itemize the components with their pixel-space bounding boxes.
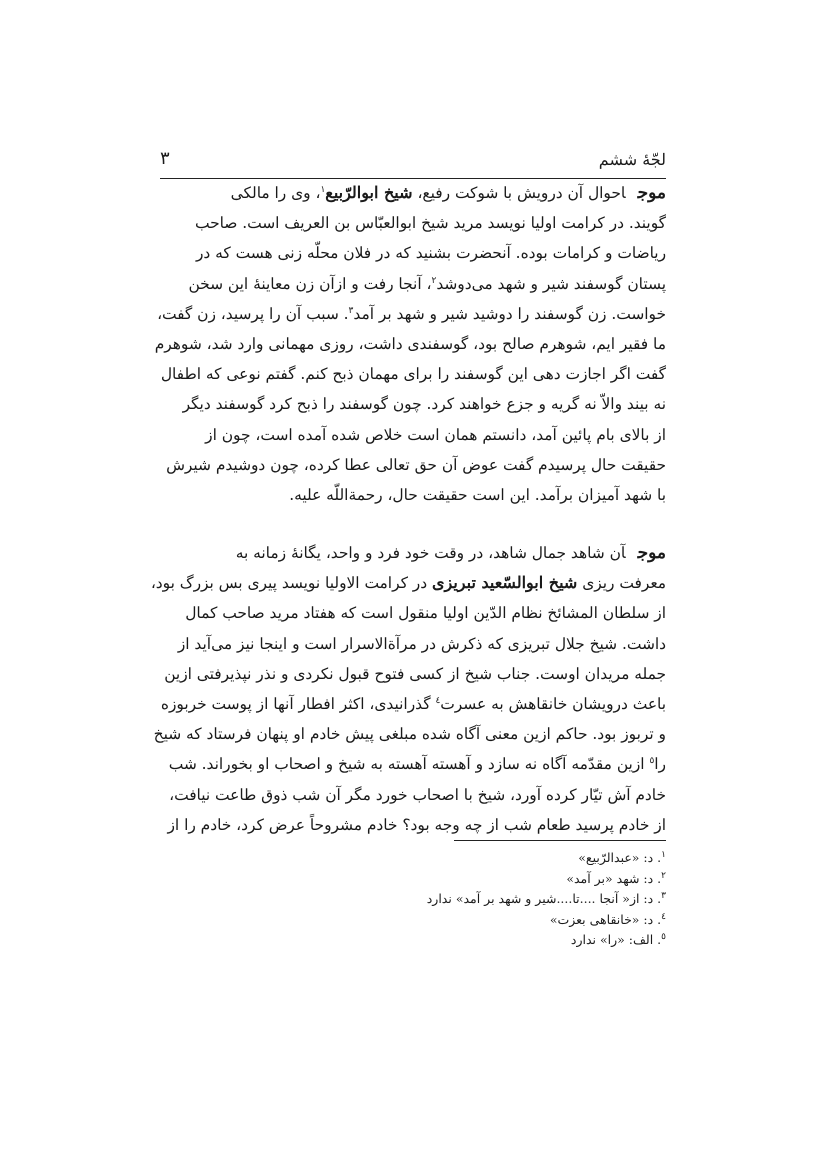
text-line: ریاضات و کرامات بوده. آنحضرت بشنید که در فلان محلّه زنی هست که در (195, 244, 666, 263)
section-marker: موج (637, 183, 666, 203)
footnotes (160, 848, 666, 951)
text-line: نه بیند والاّ نه گریه و جزع خواهند کرد. چون گوسفند را ذبح کرد گوسفند دیگر (182, 395, 666, 414)
paragraph-abu-saeed (150, 538, 666, 840)
text-line: گفت اگر اجازت دهی این گوسفند را برای مهمان ذبح کنم. گفتم نوعی که اطفال (160, 365, 666, 384)
saint-name: شیخ ابوالرّبیع (325, 183, 413, 202)
chapter-title: لجّهٔ ششم (598, 150, 666, 169)
text-line: داشت. شیخ جلال تبریزی که ذکرش در مرآةالاسرار است و اینجا نیز می‌آید از (177, 634, 666, 653)
text-line: پستان گوسفند شیر و شهد می‌دوشد$^٢$، آنجا رفت و ازآن زن معاینهٔ این سخن (188, 274, 666, 293)
text-line: حقیقت حال پرسیدم گفت عوض آن حق تعالی عطا کرده، چون دوشیدم شیرش (166, 455, 666, 474)
text-line: گویند. در کرامت اولیا نویسد مرید شیخ ابوالعبّاس بن العریف است. صاحب (194, 214, 666, 233)
footnote: $^٤$. د: «خانقاهی بعزت» (549, 911, 666, 927)
text-line: باعث درویشان خانقاهش به عسرت$^٤$ گذرانیدی، اکثر افطار آنها از پوست خربوزه (160, 695, 666, 714)
text-line: خادم آش تیّار کرده آورد، شیخ با اصحاب خورد مگر آن شب ذوق طاعت نیافت، (169, 785, 666, 804)
saint-name: شیخ ابوالسّعید تبریزی (431, 573, 578, 593)
footnote: $^٢$. د: شهد «بر آمد» (566, 870, 666, 886)
text-line: از بالای بام پائین آمد، دانستم همان است خلاص شده آمده است، چون از (205, 425, 666, 444)
text-line: جمله مریدان اوست. جناب شیخ از کسی فتوح قبول نکردی و نذر نپذیرفتی ازین (164, 664, 666, 683)
footnote-ref[interactable]: ٥ (649, 756, 655, 767)
text-line: موجآن شاهد جمال شاهد، در وقت خود فرد و واحد، یگانهٔ زمانه به (235, 543, 666, 563)
text-line: و تربوز بود. حاکم ازین معنی آگاه شده مبلغی پیش خادم او پنهان فرستاد که شیخ (153, 725, 666, 744)
page-number: ٣ (160, 148, 170, 169)
footnote-ref[interactable]: ٤ (435, 695, 441, 706)
footnote-rule (454, 840, 666, 841)
footnote-ref[interactable]: ٣ (348, 305, 354, 316)
footnote: $^٣$. د: از« آنجا ....تا....شیر و شهد بر آمد» ندارد (426, 890, 666, 906)
footnote-ref[interactable]: ٢ (431, 275, 437, 286)
text-line: از خادم پرسید طعام شب از چه وجه بود؟ خادم مشروحاً عرض کرد، خادم را از (167, 815, 666, 834)
text-line: ما فقیر ایم، شوهرم صالح بود، گوسفندی داشت، روزی مهمانی وارد شد، شوهرم (154, 335, 666, 354)
text-line: را$^٥$ ازین مقدّمه آگاه نه سازد و آهسته آهسته به شیخ و اصحاب او بخوراند. شب (168, 755, 666, 774)
text-line: خواست. زن گوسفند را دوشید شیر و شهد بر آمد$^٣$. سبب آن را پرسید، زن گفت، (157, 304, 666, 323)
text-line: موجاحوال آن درویش با شوکت رفیع، شیخ ابوالرّبیع$^١$، وی را مالکی (230, 183, 666, 203)
text-line: با شهد آمیزان برآمد. این است حقیقت حال، رحمةاللّه علیه. (289, 486, 666, 505)
text-line: معرفت ریزی شیخ ابوالسّعید تبریزی در کرامت الاولیا نویسد پیری بس بزرگ بود، (150, 573, 666, 593)
text-line: از سلطان المشائخ نظام الدّین اولیا منقول است که هفتاد مرید صاحب کمال (185, 604, 666, 623)
paragraph-abul-rabi (154, 178, 666, 510)
footnote: $^١$. د: «عبدالرّبیع» (578, 849, 666, 865)
footnote-ref[interactable]: ١ (320, 184, 326, 195)
footnote: $^٥$. الف: «را» ندارد (570, 931, 666, 947)
section-marker: موج (637, 543, 666, 563)
